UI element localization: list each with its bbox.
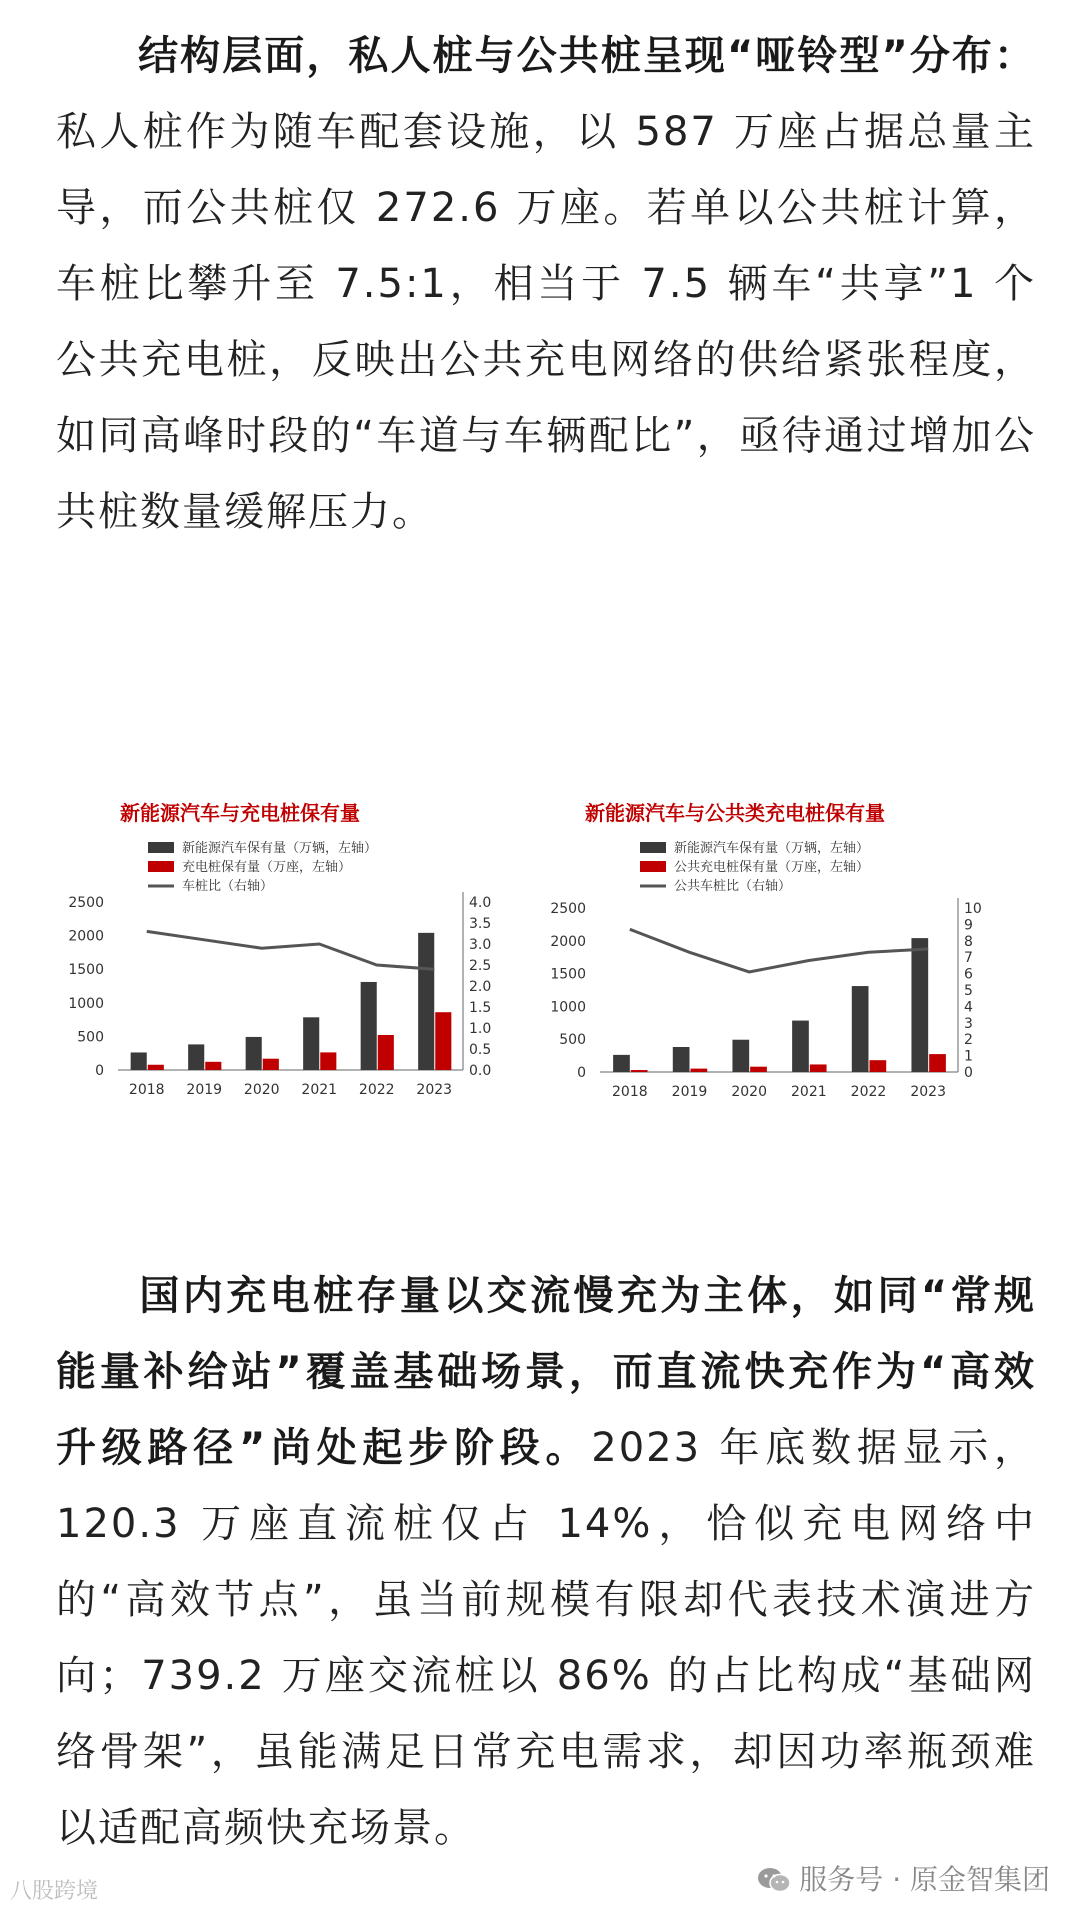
left-tick-label: 500	[559, 1032, 586, 1049]
chart-title: 新能源汽车与公共类充电桩保有量	[585, 801, 885, 825]
right-tick-label: 9	[964, 917, 973, 934]
chart-1-svg	[58, 790, 528, 1120]
legend-label: 车桩比（右轴）	[182, 879, 274, 894]
watermark	[757, 1858, 1050, 1898]
bar-nev	[732, 1040, 749, 1072]
x-tick-label: 2022	[850, 1084, 887, 1100]
bar-nev	[792, 1021, 809, 1072]
x-tick-label: 2020	[243, 1082, 280, 1098]
bar-chargers	[691, 1069, 708, 1072]
right-tick-label: 0	[964, 1065, 973, 1081]
right-tick-label: 2.5	[469, 958, 492, 974]
bar-nev	[246, 1037, 262, 1070]
legend-swatch	[640, 842, 666, 853]
bar-nev	[852, 986, 869, 1072]
x-tick-label: 2023	[416, 1082, 453, 1098]
x-tick-label: 2019	[671, 1084, 708, 1100]
legend-label: 充电桩保有量（万座，左轴）	[182, 860, 352, 875]
left-tick-label: 1500	[550, 966, 586, 983]
bar-nev	[418, 933, 434, 1070]
legend-label: 公共充电桩保有量（万座，左轴）	[674, 860, 870, 875]
chart-nev-vs-public-chargers	[540, 790, 1020, 1120]
right-tick-label: 3.5	[469, 916, 492, 932]
x-tick-label: 2022	[358, 1082, 395, 1098]
left-tick-label: 1500	[68, 962, 104, 979]
left-tick-label: 500	[77, 1029, 104, 1046]
left-tick-label: 2000	[550, 933, 586, 950]
bar-chargers	[435, 1012, 451, 1070]
left-tick-label: 2500	[68, 895, 104, 911]
chart-nev-vs-chargers	[58, 790, 528, 1120]
right-tick-label: 8	[964, 933, 973, 950]
bar-nev	[361, 982, 377, 1070]
right-tick-label: 3.0	[469, 937, 492, 953]
right-tick-label: 2	[964, 1032, 973, 1049]
bar-chargers	[810, 1064, 827, 1072]
legend-swatch	[640, 861, 666, 872]
x-tick-label: 2019	[186, 1082, 223, 1098]
right-tick-label: 10	[964, 901, 982, 917]
bar-chargers	[378, 1035, 394, 1070]
paragraph-structure	[56, 18, 1036, 550]
right-tick-label: 2.0	[469, 979, 492, 995]
left-tick-label: 0	[577, 1065, 586, 1081]
left-tick-label: 1000	[550, 999, 586, 1016]
line-ratio	[147, 931, 435, 969]
paragraph1-bold-lead: 结构层面，私人桩与公共桩呈现“哑铃型”分布：	[138, 33, 1036, 79]
right-tick-label: 0.0	[469, 1063, 492, 1079]
bar-nev	[613, 1055, 630, 1072]
line-ratio	[630, 929, 928, 972]
bar-chargers	[320, 1052, 336, 1070]
legend-label: 新能源汽车保有量（万辆，左轴）	[182, 841, 378, 856]
left-tick-label: 0	[95, 1063, 104, 1079]
legend-label: 新能源汽车保有量（万辆，左轴）	[674, 841, 870, 856]
chart-2-svg	[540, 790, 1020, 1120]
paragraph1-body: 私人桩作为随车配套设施，以 587 万座占据总量主导，而公共桩仅 272.6 万座。若单以公共桩计算，车桩比攀升至 7.5:1，相当于 7.5 辆车“共享”1 个公共充电桩，反映出公共充电网络的供给紧张程度，如同高峰时段的“车道与车辆配比”，亟待通过增加公共桩数量缓解压力。	[56, 109, 1036, 535]
paragraph2-bold-lead: 国内充电桩存量以交流慢充为主体，如同“常规能量补给站”覆盖基础场景，而直流快充作为“高效升级路径”尚处起步阶段。	[56, 1273, 1036, 1471]
right-tick-label: 1	[964, 1048, 973, 1065]
bar-chargers	[929, 1054, 946, 1072]
right-tick-label: 4	[964, 999, 973, 1016]
right-tick-label: 0.5	[469, 1042, 492, 1058]
x-tick-label: 2020	[731, 1084, 767, 1100]
bar-nev	[673, 1047, 690, 1072]
bar-chargers	[205, 1062, 221, 1070]
bar-chargers	[263, 1059, 279, 1070]
paragraph-ac-dc	[56, 1258, 1036, 1866]
right-tick-label: 5	[964, 983, 973, 999]
right-tick-label: 1.5	[469, 1000, 492, 1016]
paragraph2-body: 2023 年底数据显示，120.3 万座直流桩仅占 14%，恰似充电网络中的“高效节点”，虽当前规模有限却代表技术演进方向；739.2 万座交流桩以 86% 的占比构成“基础网络骨架”，虽能满足日常充电需求，却因功率瓶颈难以适配高频快充场景。	[56, 1425, 1036, 1851]
chart-title: 新能源汽车与充电桩保有量	[120, 801, 360, 825]
right-tick-label: 4.0	[469, 895, 492, 911]
right-tick-label: 1.0	[469, 1021, 492, 1037]
watermark-text: 服务号 · 原金智集团	[799, 1863, 1050, 1896]
x-tick-label: 2023	[910, 1084, 946, 1100]
left-tick-label: 1000	[68, 995, 104, 1012]
bar-chargers	[750, 1067, 767, 1072]
bar-chargers	[870, 1060, 887, 1072]
x-tick-label: 2021	[791, 1084, 827, 1100]
right-tick-label: 3	[964, 1015, 973, 1032]
right-tick-label: 6	[964, 966, 973, 983]
bar-nev	[188, 1044, 204, 1070]
legend-label: 公共车桩比（右轴）	[674, 879, 792, 894]
left-tick-label: 2500	[550, 901, 586, 917]
x-tick-label: 2018	[128, 1082, 165, 1098]
legend-swatch	[148, 861, 174, 872]
bar-nev	[131, 1052, 147, 1070]
corner-watermark: 八股跨境	[10, 1879, 99, 1904]
legend-swatch	[148, 842, 174, 853]
bar-chargers	[148, 1065, 164, 1070]
bar-chargers	[631, 1070, 648, 1072]
bar-nev	[303, 1017, 319, 1070]
left-tick-label: 2000	[68, 928, 104, 945]
bar-nev	[911, 938, 928, 1072]
wechat-icon	[757, 1867, 791, 1893]
x-tick-label: 2021	[301, 1082, 338, 1098]
x-tick-label: 2018	[612, 1084, 648, 1100]
right-tick-label: 7	[964, 950, 973, 967]
